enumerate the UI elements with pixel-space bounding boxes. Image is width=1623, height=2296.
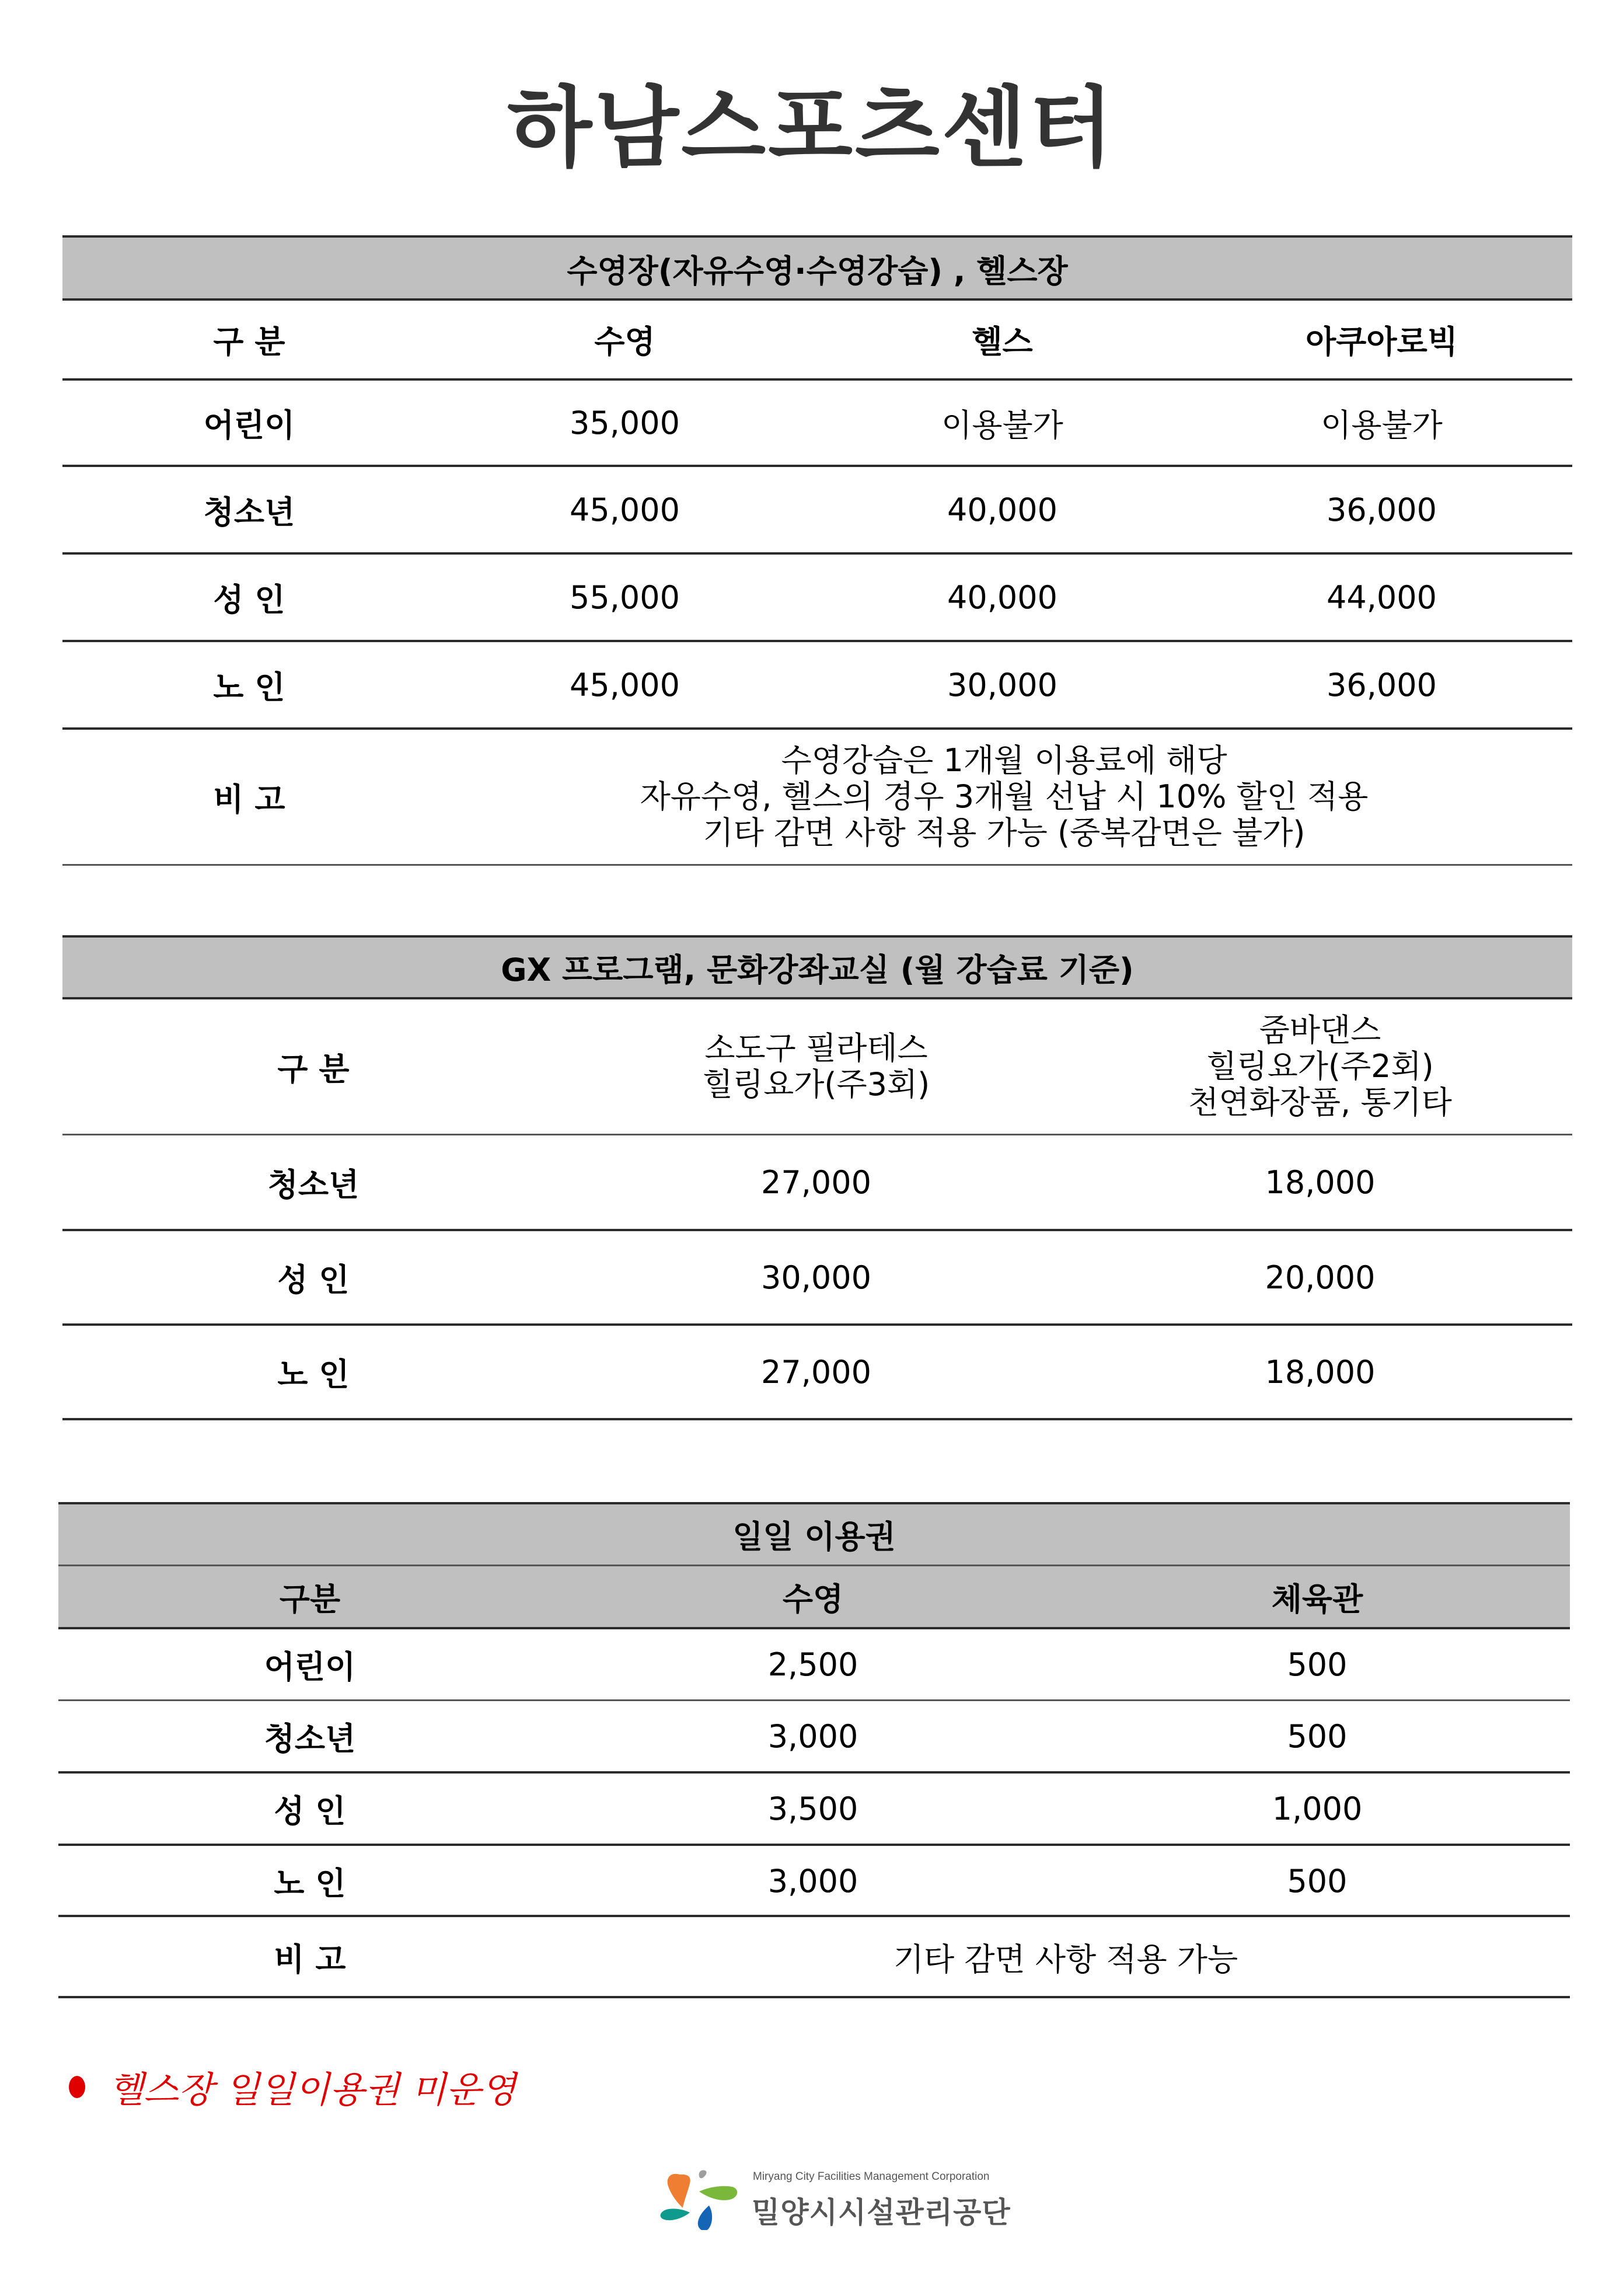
- table-row: [62, 467, 1572, 552]
- row-label: 성 인: [274, 1792, 346, 1830]
- price-cell: 44,000: [1327, 579, 1437, 616]
- row-label: 성 인: [277, 1261, 350, 1298]
- price-cell: 1,000: [1272, 1790, 1363, 1827]
- pinwheel-logo-icon: [648, 2154, 747, 2230]
- row-label: 어린이: [203, 406, 295, 444]
- table-section-header: [62, 238, 1572, 299]
- price-cell: 30,000: [947, 666, 1057, 703]
- column-header-gym: 헬스: [972, 323, 1033, 360]
- row-label: 성 인: [213, 581, 285, 618]
- table-row: [62, 555, 1572, 640]
- table-row: [62, 1231, 1572, 1323]
- organization-logo: [648, 2154, 1011, 2230]
- table-rule: [62, 864, 1572, 866]
- table-row: [58, 1629, 1570, 1699]
- section-title: GX 프로그램, 문화강좌교실 (월 강습료 기준): [501, 951, 1134, 988]
- column-header-zumba-yoga-crafts: [1068, 999, 1572, 1134]
- column-header-line: 천연화장품, 통기타: [1188, 1084, 1452, 1121]
- column-header-line: 힐링요가(주2회): [1206, 1048, 1434, 1085]
- table-row: [62, 381, 1572, 465]
- daily-pass-fee-table: [58, 1502, 1570, 1998]
- pool-gym-fee-table: [62, 235, 1572, 866]
- column-header-category: 구 분: [213, 323, 285, 360]
- price-cell: 이용불가: [1321, 406, 1443, 444]
- logo-korean-name: 밀양시시설관리공단: [752, 2196, 1011, 2229]
- row-label: 노 인: [213, 668, 285, 706]
- notice-text: 헬스장 일일이용권 미운영: [109, 2068, 516, 2111]
- table-section-header: [58, 1504, 1570, 1565]
- column-header-category: 구분: [279, 1580, 341, 1618]
- price-cell: 500: [1287, 1646, 1348, 1683]
- row-label: 어린이: [264, 1648, 356, 1685]
- column-header-category: 구 분: [277, 1050, 350, 1088]
- table-row: [58, 1701, 1570, 1771]
- price-cell: 20,000: [1265, 1259, 1376, 1296]
- column-header-aquarobic: 아쿠아로빅: [1306, 323, 1458, 360]
- price-cell: 18,000: [1265, 1163, 1376, 1201]
- column-header-row: [62, 301, 1572, 378]
- table-row: [62, 642, 1572, 727]
- column-header-line: 힐링요가(주3회): [702, 1066, 930, 1103]
- table-row: [62, 1135, 1572, 1229]
- column-header-row: [62, 999, 1572, 1134]
- price-cell: 2,500: [767, 1646, 858, 1683]
- price-cell: 45,000: [570, 491, 680, 528]
- price-cell: 27,000: [761, 1163, 871, 1201]
- column-header-swim: 수영: [782, 1580, 844, 1618]
- price-cell: 이용불가: [941, 406, 1063, 444]
- remarks-text: [436, 730, 1572, 864]
- table-rule: [62, 1418, 1572, 1420]
- remarks-label: 비 고: [213, 781, 285, 818]
- column-header-gymnasium: 체육관: [1271, 1580, 1363, 1618]
- table-section-header: [62, 938, 1572, 997]
- remarks-text: 기타 감면 사항 적용 가능: [893, 1940, 1238, 1978]
- bullet-icon: [69, 2076, 85, 2098]
- remarks-row: [62, 730, 1572, 864]
- column-header-line: 소도구 필라테스: [704, 1030, 928, 1067]
- gx-program-fee-table: [62, 935, 1572, 1423]
- price-cell: 36,000: [1327, 666, 1437, 703]
- logo-english-name: Miryang City Facilities Management Corporation: [753, 2170, 990, 2183]
- row-label: 노 인: [277, 1356, 350, 1393]
- row-label: 청소년: [267, 1166, 359, 1203]
- row-label: 청소년: [264, 1720, 356, 1757]
- price-cell: 3,500: [767, 1790, 858, 1827]
- price-cell: 3,000: [767, 1862, 858, 1900]
- table-row: [58, 1774, 1570, 1844]
- column-header-pilates-yoga: [564, 999, 1068, 1134]
- section-title: 수영장(자유수영·수영강습) , 헬스장: [567, 252, 1068, 290]
- price-cell: 27,000: [761, 1353, 871, 1391]
- table-rule: [58, 1996, 1570, 1998]
- row-label: 노 인: [274, 1865, 346, 1902]
- price-cell: 36,000: [1327, 491, 1437, 528]
- notice: [69, 2061, 516, 2113]
- price-cell: 55,000: [570, 579, 680, 616]
- price-cell: 40,000: [947, 491, 1057, 528]
- price-cell: 45,000: [570, 666, 680, 703]
- price-cell: 3,000: [767, 1717, 858, 1755]
- page-title: 하남스포츠센터: [507, 78, 1116, 179]
- column-header-swim: 수영: [594, 323, 655, 360]
- remarks-line: 수영강습은 1개월 이용료에 해당: [781, 742, 1227, 779]
- remarks-row: [58, 1917, 1570, 1997]
- table-row: [58, 1846, 1570, 1916]
- price-cell: 500: [1287, 1862, 1348, 1900]
- price-cell: 500: [1287, 1717, 1348, 1755]
- remarks-line: 자유수영, 헬스의 경우 3개월 선납 시 10% 할인 적용: [640, 778, 1369, 815]
- remarks-line: 기타 감면 사항 적용 가능 (중복감면은 불가): [703, 814, 1306, 851]
- price-cell: 30,000: [761, 1259, 871, 1296]
- price-cell: 35,000: [570, 404, 680, 441]
- remarks-label: 비 고: [274, 1940, 346, 1978]
- price-cell: 18,000: [1265, 1353, 1376, 1391]
- column-header-row: [58, 1566, 1570, 1627]
- row-label: 청소년: [203, 493, 295, 531]
- section-title: 일일 이용권: [732, 1518, 896, 1555]
- table-row: [62, 1326, 1572, 1418]
- column-header-line: 줌바댄스: [1259, 1012, 1381, 1048]
- price-cell: 40,000: [947, 579, 1057, 616]
